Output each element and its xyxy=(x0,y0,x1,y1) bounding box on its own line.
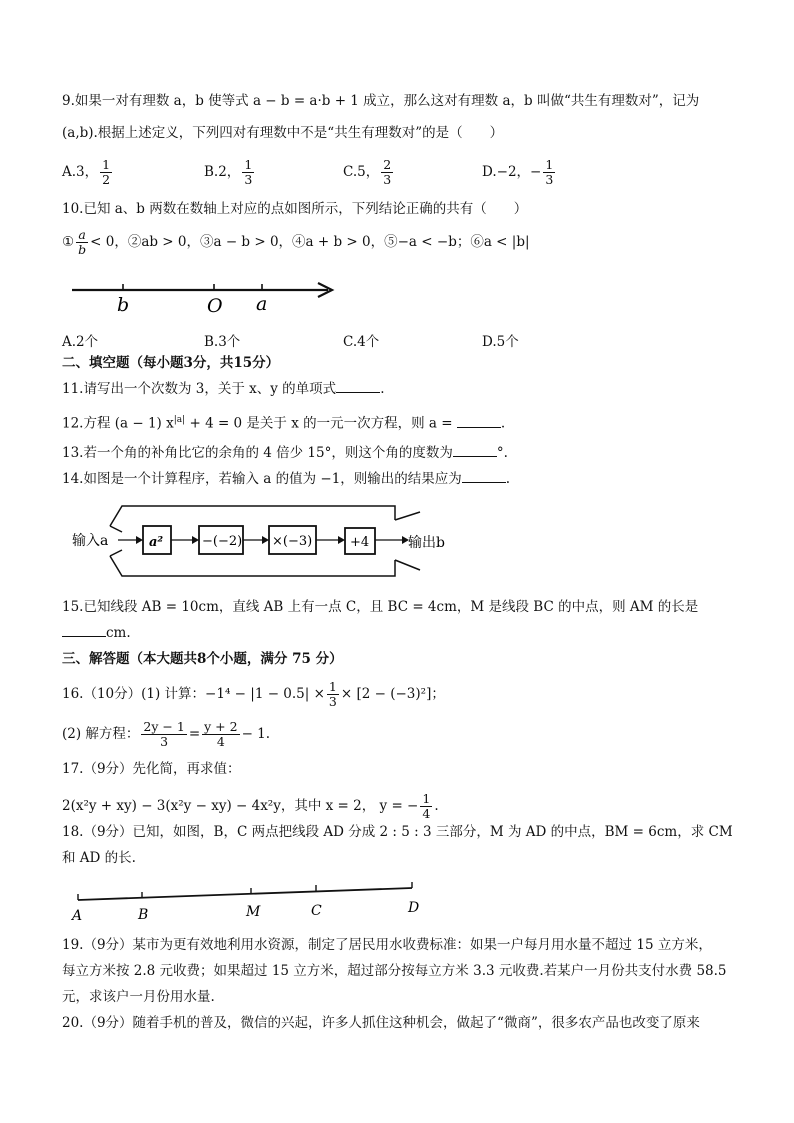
q10-option-a: A.2个 xyxy=(62,334,99,350)
q11-blank xyxy=(336,380,380,393)
q15-line2: cm. xyxy=(62,624,131,642)
q20-line1: 20.（9分）随着手机的普及，微信的兴起，许多人抓住这种机会，做起了“微商”，很多农产品也改变了原来 xyxy=(62,1015,700,1031)
q18-line2: 和 AD 的长. xyxy=(62,850,136,866)
q16-part1: 16.（10分）(1) 计算：−1⁴ − |1 − 0.5| × $\frac{1}{3}$ × [2 − (−3)²]； xyxy=(62,679,445,709)
q10-option-c: C.4个 xyxy=(343,334,380,350)
q10-option-b: B.3个 xyxy=(204,334,241,350)
q14: 14.如图是一个计算程序，若输入 a 的值为 −1，则输出的结果应为 . xyxy=(62,471,511,487)
flow-output-label: 输出b xyxy=(408,535,445,551)
q19-line2: 每立方米按 2.8 元收费；如果超过 15 立方米，超过部分按每立方米 3.3 元收费.若某户一月份共支付水费 58.5 xyxy=(62,963,727,979)
q10-stem: 10.已知 a、b 两数在数轴上对应的点如图所示，下列结论正确的共有（ ） xyxy=(62,201,528,217)
label-b-point: B xyxy=(138,907,149,923)
segment-ad xyxy=(78,888,412,900)
q9-line2: (a,b).根据上述定义，下列四对有理数中不是“共生有理数对”的是（ ） xyxy=(62,125,504,141)
q10-option-d: D.5个 xyxy=(482,334,519,350)
segment-ad-figure xyxy=(66,874,426,926)
q9-line1: 9.如果一对有理数 a，b 使等式 a − b = a·b + 1 成立，那么这对有理数 a，b 叫做“共生有理数对”，记为 xyxy=(62,93,700,109)
q17-line1: 17.（9分）先化简，再求值： xyxy=(62,761,241,777)
q12-blank xyxy=(457,415,501,428)
svg-text:−(−2): −(−2) xyxy=(202,534,243,549)
label-m-point: M xyxy=(246,904,261,920)
label-a-point: A xyxy=(72,908,83,924)
q16-part2: (2) 解方程： $\frac{2y - 1}{3}$ = $\frac{y + 2}{4}$ − 1. xyxy=(62,719,271,749)
q18-line1: 18.（9分）已知，如图，B，C 两点把线段 AD 分成 2 : 5 : 3 三部分，M 为 AD 的中点，BM = 6cm，求 CM xyxy=(62,824,733,840)
q13-blank xyxy=(453,444,497,457)
label-a: a xyxy=(256,293,268,315)
q19-line3: 元，求该户一月份用水量. xyxy=(62,989,215,1005)
q13: 13.若一个角的补角比它的余角的 4 倍少 15°，则这个角的度数为 °. xyxy=(62,445,508,461)
label-c-point: C xyxy=(311,903,322,919)
q19-line1: 19.（9分）某市为更有效地利用水资源，制定了居民用水收费标准：如果一户每月用水量不超过 15 立方米， xyxy=(62,937,712,953)
label-b: b xyxy=(117,294,130,316)
computation-program-figure xyxy=(70,500,450,584)
svg-text:+4: +4 xyxy=(350,535,370,550)
label-o: O xyxy=(207,295,223,316)
label-d-point: D xyxy=(408,900,420,916)
q10-conditions: ① $\frac{a}{b}$ < 0，②ab > 0，③a − b > 0，④a + b > 0，⑤−a < −b；⑥a < |b| xyxy=(62,227,530,257)
q9-option-c: C.5， $\frac{2}{3}$ xyxy=(343,157,392,187)
q9-option-a: A.3， $\frac{1}{2}$ xyxy=(62,157,111,187)
q14-blank xyxy=(462,470,506,483)
q15-blank xyxy=(62,624,106,637)
q12: 12.方程 (a − 1) $x^{|a|} + 4 = 0$ 是关于 x 的一元一次方程，则 a = . xyxy=(62,415,506,432)
number-line-figure xyxy=(66,274,341,316)
flow-input-label: 输入a xyxy=(72,533,109,549)
q11: 11.请写出一个次数为 3，关于 x、y 的单项式 . xyxy=(62,381,385,397)
q17-line2: 2(x²y + xy) − 3(x²y − xy) − 4x²y，其中 x = 2， y = − $\frac{1}{4}$ . xyxy=(62,791,439,821)
section-solve-title: 三、解答题（本大题共8个小题，满分 75 分） xyxy=(62,651,343,667)
section-fill-blank-title: 二、填空题（每小题3分，共15分） xyxy=(62,355,280,371)
q9-option-b: B.2， $\frac{1}{3}$ xyxy=(204,157,253,187)
q9-option-d: D.−2，− $\frac{1}{3}$ xyxy=(482,157,554,187)
svg-text:×(−3): ×(−3) xyxy=(272,534,313,549)
svg-text:a²: a² xyxy=(149,535,164,550)
q15-line1: 15.已知线段 AB = 10cm，直线 AB 上有一点 C，且 BC = 4cm，M 是线段 BC 的中点，则 AM 的长是 xyxy=(62,599,699,615)
